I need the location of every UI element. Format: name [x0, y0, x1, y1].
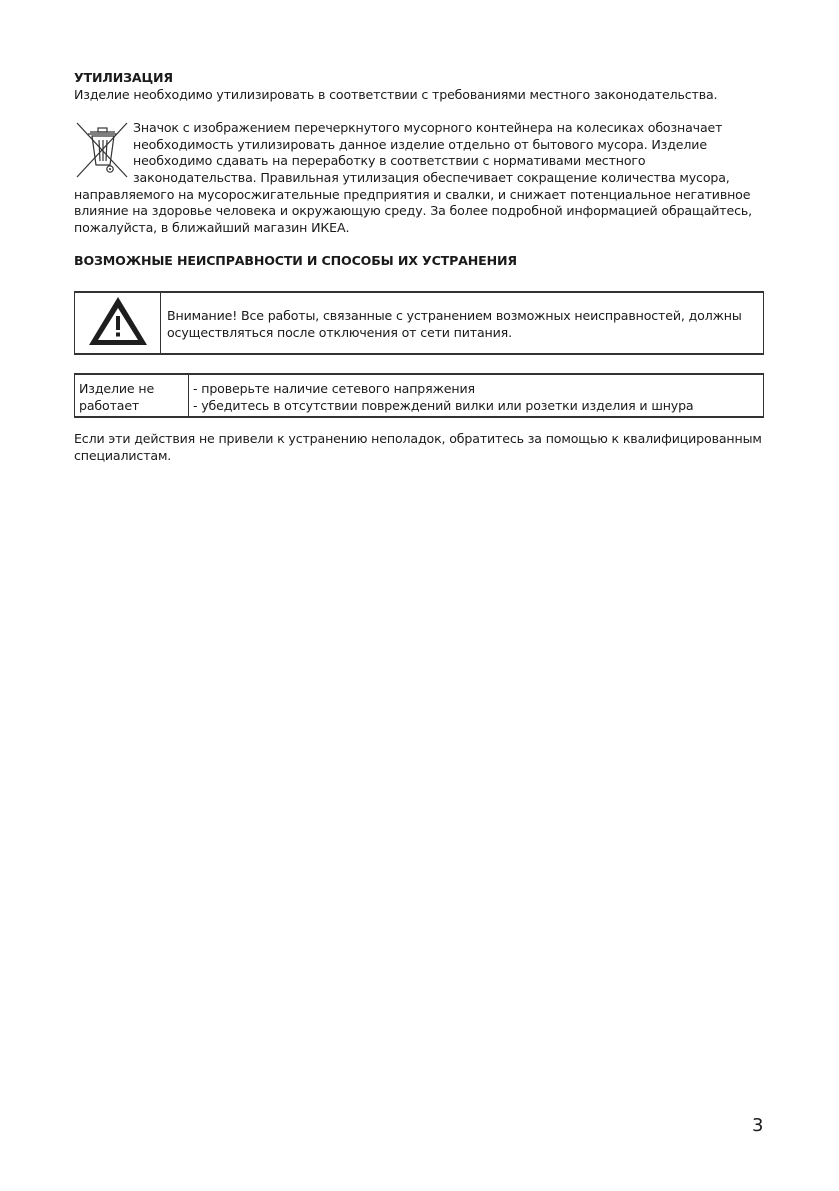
- disposal-heading: УТИЛИЗАЦИЯ: [74, 70, 173, 85]
- fault-table: [74, 373, 764, 418]
- warning-table: [74, 291, 764, 355]
- fault-solution-item: - убедитесь в отсутствии повреждений вилки или розетки изделия и шнура: [193, 397, 694, 413]
- warning-triangle-icon: [86, 336, 150, 351]
- fault-problem: Изделие не работает: [75, 374, 189, 417]
- page-number: 3: [752, 1115, 764, 1136]
- page-content: [74, 70, 766, 464]
- closing-text: Если эти действия не привели к устранению неполадок, обратитесь за помощью к квалифицированным специалистам.: [74, 431, 762, 463]
- fault-solutions: [189, 374, 764, 417]
- warning-text: Внимание! Все работы, связанные с устранением возможных неисправностей, должны осуществляться после отключения от сети питания.: [161, 292, 764, 354]
- troubleshooting-heading: ВОЗМОЖНЫЕ НЕИСПРАВНОСТИ И СПОСОБЫ ИХ УСТРАНЕНИЯ: [74, 253, 517, 269]
- warning-icon-cell: [75, 292, 161, 354]
- table-row: [75, 374, 764, 417]
- disposal-intro: Изделие необходимо утилизировать в соответствии с требованиями местного законодательства.: [74, 86, 718, 102]
- fault-solution-item: - проверьте наличие сетевого напряжения: [193, 380, 475, 396]
- crossed-out-wheelie-bin-icon: [74, 120, 130, 182]
- weee-text: Значок с изображением перечеркнутого мусорного контейнера на колесиках обозначает необходимость утилизировать данное изделие отдельно от бытового мусора. Изделие необходимо сдавать на переработку в соответствии с нормативами местного законодательства. Правильная утилизация обеспечивает сокращение количества мусора, направляемого на мусоросжигательные предприятия и свалки, и снижает потенциальное негативное влияние на здоровье человека и окружающую среду. За более подробной информацией обращайтесь, пожалуйста, в ближайший магазин ИКЕА.: [74, 120, 752, 235]
- weee-block: [74, 120, 766, 236]
